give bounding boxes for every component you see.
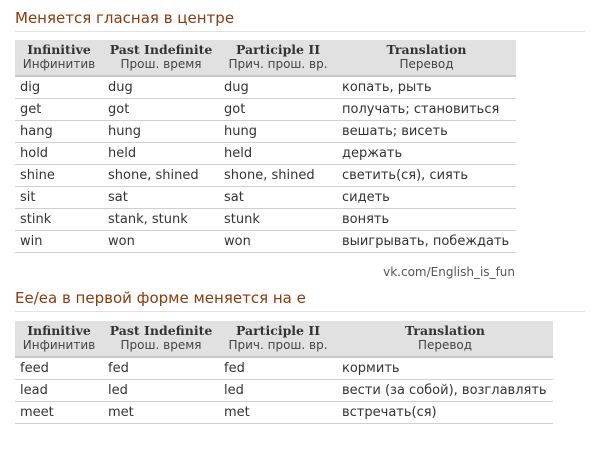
header-infinitive: Infinitive Инфинитив (15, 321, 103, 357)
cell-past: led (103, 379, 219, 401)
cell-participle: held (219, 142, 337, 164)
table-row (15, 230, 516, 252)
header-participle-ii: Participle II Прич. прош. вр. (219, 321, 337, 357)
table-row (15, 379, 553, 401)
header-participle-ii: Participle II Прич. прош. вр. (219, 40, 337, 76)
cell-past: stank, stunk (103, 208, 219, 230)
header-past-indefinite: Past Indefinite Прош. время (103, 321, 219, 357)
cell-translation: выигрывать, побеждать (337, 230, 516, 252)
cell-past: hung (103, 120, 219, 142)
table-header-row (15, 40, 516, 76)
table-row (15, 142, 516, 164)
cell-infinitive: meet (15, 401, 103, 423)
cell-past: held (103, 142, 219, 164)
header-translation: Translation Перевод (337, 321, 553, 357)
cell-translation: встречать(ся) (337, 401, 553, 423)
cell-translation: кормить (337, 357, 553, 379)
cell-participle: stunk (219, 208, 337, 230)
header-translation: Translation Перевод (337, 40, 516, 76)
cell-translation: получать; становиться (337, 98, 516, 120)
cell-participle: fed (219, 357, 337, 379)
header-infinitive: Infinitive Инфинитив (15, 40, 103, 76)
table-row (15, 76, 516, 98)
cell-participle: sat (219, 186, 337, 208)
cell-infinitive: get (15, 98, 103, 120)
table-row (15, 401, 553, 423)
table-row (15, 186, 516, 208)
cell-participle: hung (219, 120, 337, 142)
cell-infinitive: hold (15, 142, 103, 164)
cell-translation: вешать; висеть (337, 120, 516, 142)
cell-infinitive: lead (15, 379, 103, 401)
cell-translation: светить(ся), сиять (337, 164, 516, 186)
verb-table-vowel-change (15, 40, 516, 253)
title-divider (15, 31, 585, 32)
cell-infinitive: stink (15, 208, 103, 230)
cell-infinitive: shine (15, 164, 103, 186)
cell-past: shone, shined (103, 164, 219, 186)
cell-infinitive: feed (15, 357, 103, 379)
header-past-indefinite: Past Indefinite Прош. время (103, 40, 219, 76)
cell-translation: вонять (337, 208, 516, 230)
cell-past: met (103, 401, 219, 423)
section-title-vowel-change: Меняется гласная в центре (15, 9, 235, 27)
table-header-row (15, 321, 553, 357)
cell-past: fed (103, 357, 219, 379)
cell-infinitive: dig (15, 76, 103, 98)
cell-participle: met (219, 401, 337, 423)
cell-past: dug (103, 76, 219, 98)
table-row (15, 208, 516, 230)
title-divider (15, 311, 585, 312)
cell-participle: got (219, 98, 337, 120)
cell-past: sat (103, 186, 219, 208)
cell-translation: вести (за собой), возглавлять (337, 379, 553, 401)
cell-past: won (103, 230, 219, 252)
cell-infinitive: win (15, 230, 103, 252)
section-title-ee-ea-to-e: Ee/ea в первой форме меняется на e (15, 289, 306, 307)
cell-participle: led (219, 379, 337, 401)
cell-translation: копать, рыть (337, 76, 516, 98)
table-row (15, 98, 516, 120)
table-row (15, 357, 553, 379)
cell-translation: сидеть (337, 186, 516, 208)
table-row (15, 120, 516, 142)
cell-infinitive: sit (15, 186, 103, 208)
verb-table-ee-ea (15, 321, 553, 424)
cell-participle: dug (219, 76, 337, 98)
table-row (15, 164, 516, 186)
cell-participle: shone, shined (219, 164, 337, 186)
cell-participle: won (219, 230, 337, 252)
cell-infinitive: hang (15, 120, 103, 142)
cell-past: got (103, 98, 219, 120)
watermark-text: vk.com/English_is_fun (383, 265, 515, 279)
cell-translation: держать (337, 142, 516, 164)
